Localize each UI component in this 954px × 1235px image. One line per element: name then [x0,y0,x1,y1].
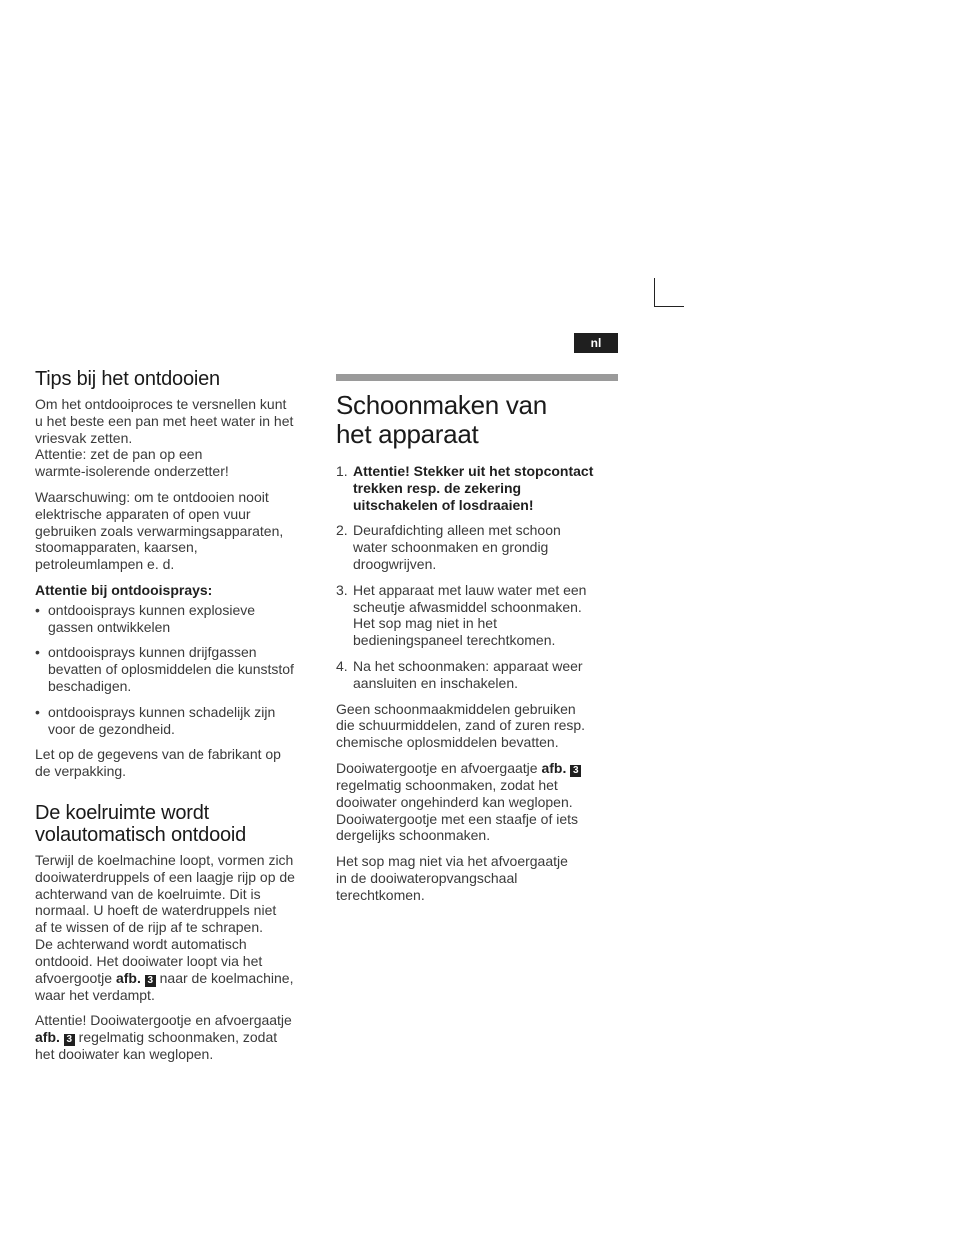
right-column [336,374,618,913]
section-rule [336,374,618,381]
no-abrasives-note: Geen schoonmaakmiddelen gebruiken die schuurmiddelen, zand of zuren resp. chemische oplosmiddelen bevatten. [336,700,586,751]
list-item: 1. Attentie! Stekker uit het stopcontact trekken resp. de zekering uitschakelen of losdraaien! [336,463,594,513]
figure-ref-badge: 3 [64,1034,75,1046]
list-item: 4. Na het schoonmaken: apparaat weer aansluiten en inschakelen. [336,657,583,691]
cooling-section [35,802,320,1063]
figure-ref-badge: 3 [145,975,156,987]
left-column [35,368,320,1072]
language-tab: nl [574,333,618,353]
list-item: • ontdooisprays kunnen schadelijk zijn voor de gezondheid. [35,704,320,738]
list-item: 3. Het apparaat met lauw water met een scheutje afwasmiddel schoonmaken. Het sop mag niet in het bedieningspaneel terechtkomen. [336,581,587,649]
tips-heading: Tips bij het ontdooien [35,368,220,390]
list-item: • ontdooisprays kunnen explosieve gassen ontwikkelen [35,602,320,636]
crop-mark-horizontal [654,306,684,307]
list-item: • ontdooisprays kunnen drijfgassen bevatten of oplosmiddelen die kunststof beschadigen. [35,644,320,694]
sop-note: Het sop mag niet via het afvoergaatje in de dooiwateropvangschaal terechtkomen. [336,853,568,903]
cooling-paragraph-1: Terwijl de koelmachine loopt, vormen zich dooiwaterdruppels of een laagje rijp op de achterwand van de koelruimte. Dit is normaal. U hoeft de waterdruppels niet af te wissen of de rijp af te schrapen. De achterwand wordt automatisch ontdooid. Het dooiwater loopt via het afvoergootje afb. 3 naar de koelmachine, waar het verdampt. [35,851,295,1003]
figure-ref-badge: 3 [570,765,581,777]
drain-cleaning-note: Dooiwatergootje en afvoergaatje afb. 3 regelmatig schoonmaken, zodat het dooiwater ongehinderd kan weglopen. Dooiwatergootje met een staafje of iets dergelijks schoonmaken. [336,760,618,844]
crop-mark-vertical [654,278,655,306]
cleaning-heading: Schoonmaken van het apparaat [336,390,547,449]
list-item: 2. Deurafdichting alleen met schoon water schoonmaken en grondig droogwrijven. [336,522,561,572]
cooling-paragraph-2: Attentie! Dooiwatergootje en afvoergaatje afb. 3 regelmatig schoonmaken, zodat het dooiwater kan weglopen. [35,1012,292,1063]
tips-intro: Om het ontdooiproces te versnellen kunt u het beste een pan met heet water in het vriesvak zetten. Attentie: zet de pan op een warmte-isolerende onderzetter! [35,396,294,480]
sprays-list [35,602,320,738]
tips-warning: Waarschuwing: om te ontdooien nooit elektrische apparaten of open vuur gebruiken zoals verwarmingsapparaten, stoomapparaten, kaarsen, petroleumlampen e. d. [35,488,284,573]
cleaning-steps [336,463,618,692]
manufacturer-note: Let op de gegevens van de fabrikant op de verpakking. [35,746,281,780]
cooling-heading: De koelruimte wordt volautomatisch ontdooid [35,801,247,846]
sprays-label: Attentie bij ontdooisprays: [35,581,213,598]
